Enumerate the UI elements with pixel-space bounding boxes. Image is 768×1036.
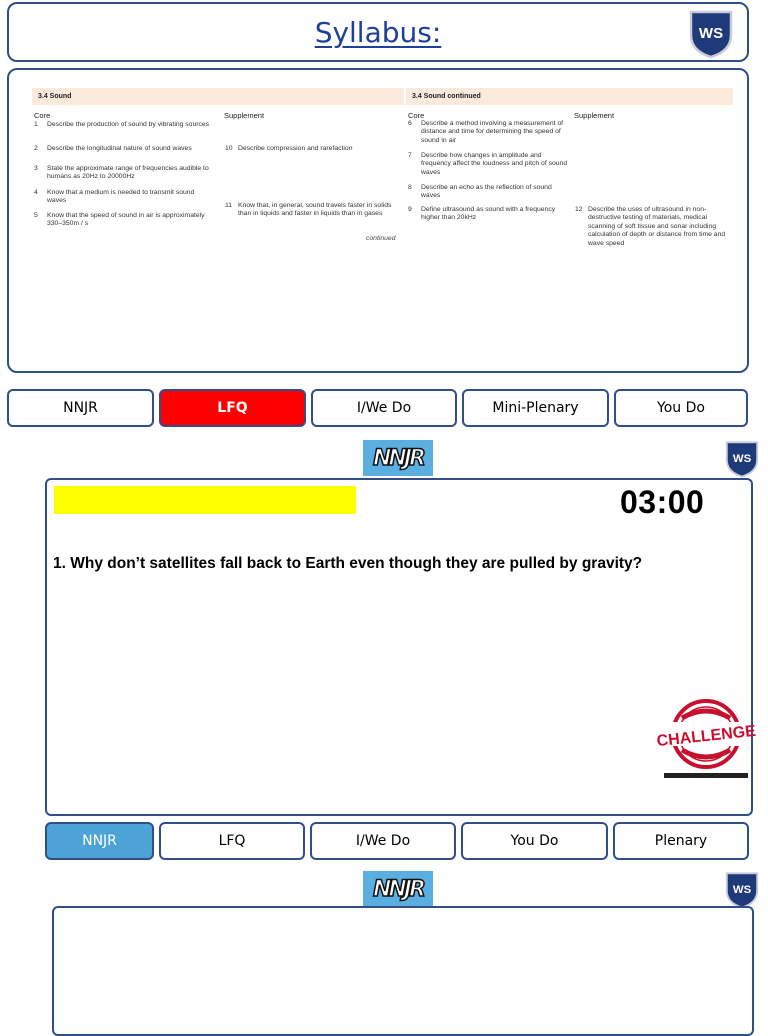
question-text: 1. Why don’t satellites fall back to Earth even though they are pulled by gravity? (53, 555, 643, 572)
syllabus-item-number: 11 (225, 202, 233, 209)
syllabus-item-text: Describe an echo as the reflection of sound waves (421, 184, 552, 200)
nav-iwedo-button[interactable]: I/We Do (310, 822, 456, 860)
syllabus-right-column (406, 88, 733, 121)
syllabus-item-number: 3 (34, 165, 38, 172)
nnjr-logo (363, 871, 433, 907)
syllabus-item-number: 1 (34, 121, 38, 128)
syllabus-left-header: 3.4 Sound (32, 88, 404, 105)
syllabus-left-supplement-label: Supplement (224, 111, 265, 120)
nav-youdo-button[interactable]: You Do (614, 389, 748, 427)
syllabus-item-text: State the approximate range of frequencies audible to humans as 20Hz to 20000Hz (47, 165, 209, 181)
nav-mini-plenary-button[interactable]: Mini-Plenary (462, 389, 609, 427)
nav-nnjr-button[interactable]: NNJR (7, 389, 154, 427)
syllabus-item-text: Know that the speed of sound in air is approximately 330–350m / s (47, 212, 205, 228)
nav-iwedo-button[interactable]: I/We Do (311, 389, 457, 427)
slide1-title: Syllabus: (314, 16, 442, 49)
syllabus-item-number: 12 (575, 206, 583, 213)
ws-shield-logo (722, 440, 762, 478)
ws-shield-text: WS (698, 25, 724, 42)
syllabus-item-text: Describe compression and rarefaction (238, 145, 353, 152)
ws-shield-logo (722, 871, 762, 909)
nav-nnjr-button[interactable]: NNJR (45, 822, 154, 860)
syllabus-item-number: 9 (408, 206, 412, 213)
syllabus-continued-note: continued (366, 235, 396, 242)
syllabus-item-number: 2 (34, 145, 38, 152)
syllabus-item-text: Describe the longitudinal nature of sound waves (47, 145, 192, 152)
syllabus-item-text: Describe the production of sound by vibrating sources (47, 121, 210, 128)
nav-plenary-button[interactable]: Plenary (613, 822, 749, 860)
syllabus-item-number: 4 (34, 189, 38, 196)
syllabus-left-column (32, 88, 404, 121)
syllabus-right-header: 3.4 Sound continued (406, 88, 733, 105)
ws-shield-text: WS (732, 453, 752, 466)
syllabus-item-number: 6 (408, 120, 412, 127)
svg-text:CHALLENGE: CHALLENGE (655, 722, 757, 751)
syllabus-item-number: 8 (408, 184, 412, 191)
slide3-content-box (52, 906, 754, 1036)
syllabus-item-text: Know that, in general, sound travels faster in solids than in liquids and faster in liquids than in gases (238, 202, 392, 218)
syllabus-item-text: Know that a medium is needed to transmit sound waves (47, 189, 195, 205)
challenge-footer-strip (664, 773, 748, 778)
syllabus-item-number: 5 (34, 212, 38, 219)
countdown-timer: 03:00 (620, 484, 705, 520)
syllabus-right-supplement-label: Supplement (574, 111, 615, 120)
ws-shield-logo (688, 9, 734, 59)
ws-shield-text: WS (732, 884, 752, 897)
syllabus-right-core-label: Core (408, 111, 425, 120)
slide1-title-box (7, 2, 749, 62)
nav-lfq-button[interactable]: LFQ (159, 389, 306, 427)
syllabus-panel (7, 68, 749, 373)
yellow-highlight-bar (54, 486, 356, 514)
syllabus-item-text: Describe a method involving a measurement of distance and time for determining the speed of sound in air (421, 120, 564, 144)
nnjr-logo (363, 440, 433, 476)
syllabus-left-core-label: Core (34, 111, 51, 120)
syllabus-item-text: Describe the uses of ultrasound in non-destructive testing of materials, medical scanning of soft tissue and sonar including calculation of depth or distance from time and wave speed (588, 206, 726, 247)
nav-lfq-button[interactable]: LFQ (159, 822, 305, 860)
syllabus-item-text: Define ultrasound as sound with a frequency higher than 20kHz (421, 206, 556, 222)
nav-youdo-button[interactable]: You Do (461, 822, 608, 860)
syllabus-item-number: 10 (225, 145, 233, 152)
nnjr-logo-text: NNJR (373, 445, 423, 471)
syllabus-item-text: Describe how changes in amplitude and frequency affect the loudness and pitch of sound waves (421, 152, 568, 176)
syllabus-item-number: 7 (408, 152, 412, 159)
nnjr-logo-text: NNJR (373, 876, 423, 902)
slide2-content-box (45, 478, 753, 816)
challenge-stamp-icon (655, 698, 757, 770)
